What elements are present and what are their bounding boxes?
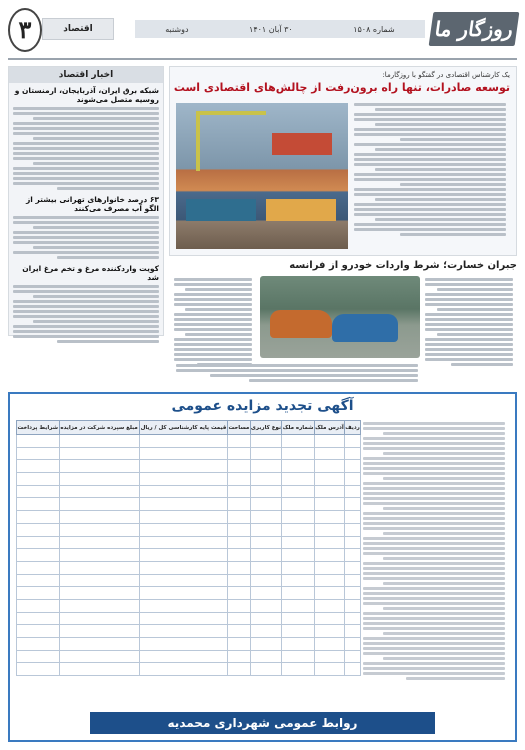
table-cell bbox=[282, 561, 314, 574]
table-cell bbox=[59, 536, 139, 549]
table-cell bbox=[250, 650, 282, 663]
table-cell bbox=[314, 587, 344, 600]
table-cell bbox=[250, 435, 282, 448]
table-cell bbox=[17, 549, 60, 562]
table-cell bbox=[282, 498, 314, 511]
table-cell bbox=[282, 460, 314, 473]
news-item-body bbox=[9, 285, 163, 343]
table-cell bbox=[250, 599, 282, 612]
column-header: مساحت bbox=[228, 421, 250, 435]
news-item-body bbox=[9, 107, 163, 190]
table-cell bbox=[282, 574, 314, 587]
auction-table-body bbox=[17, 435, 361, 676]
table-row bbox=[17, 460, 361, 473]
table-cell bbox=[139, 599, 228, 612]
table-cell bbox=[139, 574, 228, 587]
news-column-header: اخبار اقتصاد bbox=[9, 67, 163, 83]
table-cell bbox=[139, 435, 228, 448]
table-cell bbox=[250, 485, 282, 498]
table-cell bbox=[250, 447, 282, 460]
table-cell bbox=[59, 612, 139, 625]
table-cell bbox=[59, 561, 139, 574]
port-containers-photo bbox=[176, 103, 348, 249]
table-cell bbox=[59, 447, 139, 460]
column-header: شرایط پرداخت bbox=[17, 421, 60, 435]
table-cell bbox=[314, 511, 344, 524]
table-cell bbox=[228, 549, 250, 562]
table-cell bbox=[282, 435, 314, 448]
table-cell bbox=[314, 536, 344, 549]
table-row bbox=[17, 612, 361, 625]
issue-date: ۳۰ آبان ۱۴۰۱ bbox=[249, 24, 293, 34]
table-cell bbox=[228, 498, 250, 511]
table-cell bbox=[17, 650, 60, 663]
table-cell bbox=[250, 587, 282, 600]
table-cell bbox=[228, 485, 250, 498]
table-cell bbox=[228, 599, 250, 612]
table-cell bbox=[282, 485, 314, 498]
table-cell bbox=[282, 638, 314, 651]
table-cell bbox=[282, 663, 314, 676]
table-cell bbox=[17, 473, 60, 486]
table-cell bbox=[282, 473, 314, 486]
news-item-title: ۶۳ درصد خانوارهای تهرانی بیشتر از الگو آب مصرف می‌کنند bbox=[25, 195, 159, 213]
table-cell bbox=[282, 549, 314, 562]
table-cell bbox=[314, 561, 344, 574]
table-cell bbox=[139, 498, 228, 511]
table-cell bbox=[282, 612, 314, 625]
table-cell bbox=[228, 511, 250, 524]
table-cell bbox=[59, 485, 139, 498]
table-cell bbox=[59, 435, 139, 448]
table-row bbox=[17, 511, 361, 524]
table-row bbox=[17, 625, 361, 638]
column-header: مبلغ سپرده شرکت در مزایده bbox=[59, 421, 139, 435]
issue-number: شماره ۱۵۰۸ bbox=[353, 24, 395, 34]
table-cell bbox=[17, 498, 60, 511]
table-cell bbox=[139, 549, 228, 562]
table-cell bbox=[59, 599, 139, 612]
table-row bbox=[17, 536, 361, 549]
table-cell bbox=[345, 625, 361, 638]
table-cell bbox=[314, 447, 344, 460]
table-cell bbox=[314, 498, 344, 511]
table-row bbox=[17, 435, 361, 448]
table-cell bbox=[314, 612, 344, 625]
ad-footer-signature: روابط عمومی شهرداری محمدیه bbox=[90, 712, 435, 734]
table-cell bbox=[314, 638, 344, 651]
table-cell bbox=[345, 485, 361, 498]
table-row bbox=[17, 638, 361, 651]
car-article-text bbox=[172, 362, 422, 388]
issue-day: دوشنبه bbox=[165, 24, 189, 34]
table-cell bbox=[59, 587, 139, 600]
masthead-rule bbox=[8, 58, 517, 60]
economy-news-column bbox=[8, 66, 164, 336]
table-cell bbox=[228, 523, 250, 536]
table-cell bbox=[250, 498, 282, 511]
column-header: آدرس ملک bbox=[314, 421, 344, 435]
table-cell bbox=[139, 561, 228, 574]
table-cell bbox=[17, 574, 60, 587]
table-cell bbox=[345, 587, 361, 600]
table-cell bbox=[17, 638, 60, 651]
table-header-row bbox=[17, 421, 361, 435]
table-cell bbox=[314, 435, 344, 448]
table-cell bbox=[139, 447, 228, 460]
table-cell bbox=[282, 523, 314, 536]
table-cell bbox=[345, 473, 361, 486]
table-row bbox=[17, 663, 361, 676]
table-cell bbox=[17, 587, 60, 600]
table-cell bbox=[17, 536, 60, 549]
ad-title: آگهی تجدید مزایده عمومی bbox=[171, 398, 354, 414]
table-cell bbox=[228, 650, 250, 663]
table-cell bbox=[345, 561, 361, 574]
table-cell bbox=[139, 460, 228, 473]
table-cell bbox=[59, 511, 139, 524]
column-header: قیمت پایه کارشناسی کل / ریال bbox=[139, 421, 228, 435]
table-cell bbox=[17, 663, 60, 676]
table-cell bbox=[282, 625, 314, 638]
table-cell bbox=[139, 523, 228, 536]
table-cell bbox=[228, 587, 250, 600]
table-cell bbox=[314, 549, 344, 562]
table-cell bbox=[228, 638, 250, 651]
table-row bbox=[17, 473, 361, 486]
table-cell bbox=[139, 625, 228, 638]
table-cell bbox=[17, 485, 60, 498]
feature-article bbox=[169, 66, 517, 256]
table-cell bbox=[17, 523, 60, 536]
table-cell bbox=[228, 536, 250, 549]
page-number: ۳ bbox=[8, 8, 42, 52]
newspaper-logo: روزگار ما bbox=[429, 12, 520, 46]
table-cell bbox=[17, 511, 60, 524]
table-cell bbox=[139, 587, 228, 600]
table-cell bbox=[17, 625, 60, 638]
table-cell bbox=[345, 650, 361, 663]
table-cell bbox=[345, 612, 361, 625]
table-cell bbox=[345, 663, 361, 676]
table-cell bbox=[17, 561, 60, 574]
table-cell bbox=[345, 435, 361, 448]
table-cell bbox=[17, 612, 60, 625]
table-cell bbox=[345, 447, 361, 460]
table-cell bbox=[314, 523, 344, 536]
news-item-title: کویت واردکننده مرغ و تخم مرغ ایران شد bbox=[22, 264, 159, 282]
feature-kicker: یک کارشناس اقتصادی در گفتگو با روزگارما: bbox=[382, 71, 510, 79]
table-cell bbox=[345, 638, 361, 651]
table-cell bbox=[228, 612, 250, 625]
table-cell bbox=[282, 511, 314, 524]
table-cell bbox=[345, 498, 361, 511]
table-cell bbox=[59, 460, 139, 473]
table-cell bbox=[228, 447, 250, 460]
table-cell bbox=[59, 574, 139, 587]
table-cell bbox=[59, 625, 139, 638]
cars-photo bbox=[260, 276, 420, 358]
table-row bbox=[17, 549, 361, 562]
table-cell bbox=[139, 663, 228, 676]
table-cell bbox=[282, 447, 314, 460]
table-row bbox=[17, 650, 361, 663]
table-cell bbox=[314, 460, 344, 473]
table-cell bbox=[314, 485, 344, 498]
table-cell bbox=[314, 663, 344, 676]
column-header: شماره ملک bbox=[282, 421, 314, 435]
table-cell bbox=[345, 523, 361, 536]
table-cell bbox=[314, 599, 344, 612]
table-row bbox=[17, 587, 361, 600]
table-row bbox=[17, 599, 361, 612]
ad-conditions-text bbox=[359, 420, 509, 704]
table-cell bbox=[17, 447, 60, 460]
feature-body-text bbox=[350, 101, 510, 251]
table-row bbox=[17, 498, 361, 511]
table-cell bbox=[345, 511, 361, 524]
masthead bbox=[8, 8, 517, 68]
table-cell bbox=[314, 473, 344, 486]
table-cell bbox=[228, 561, 250, 574]
car-article-text bbox=[421, 276, 517, 386]
table-cell bbox=[250, 549, 282, 562]
table-cell bbox=[17, 460, 60, 473]
table-cell bbox=[139, 650, 228, 663]
table-cell bbox=[250, 612, 282, 625]
table-cell bbox=[250, 473, 282, 486]
table-cell bbox=[314, 650, 344, 663]
table-cell bbox=[228, 435, 250, 448]
table-cell bbox=[314, 574, 344, 587]
table-cell bbox=[250, 536, 282, 549]
table-cell bbox=[282, 650, 314, 663]
table-cell bbox=[228, 663, 250, 676]
table-row bbox=[17, 574, 361, 587]
table-cell bbox=[139, 612, 228, 625]
car-article-title: جبران خسارت؛ شرط واردات خودرو از فرانسه bbox=[289, 260, 517, 271]
table-row bbox=[17, 485, 361, 498]
table-cell bbox=[282, 587, 314, 600]
news-item-title: شبکه برق ایران، آذربایجان، ارمنستان و روسیه متصل می‌شوند bbox=[14, 86, 159, 104]
table-cell bbox=[250, 574, 282, 587]
table-cell bbox=[228, 625, 250, 638]
table-cell bbox=[250, 523, 282, 536]
table-cell bbox=[282, 599, 314, 612]
column-header: نوع کاربری bbox=[250, 421, 282, 435]
section-label: اقتصاد bbox=[42, 18, 114, 40]
table-cell bbox=[139, 511, 228, 524]
table-cell bbox=[139, 473, 228, 486]
table-cell bbox=[250, 638, 282, 651]
table-cell bbox=[314, 625, 344, 638]
date-strip bbox=[135, 20, 425, 38]
table-cell bbox=[250, 625, 282, 638]
table-cell bbox=[345, 460, 361, 473]
table-cell bbox=[228, 460, 250, 473]
table-cell bbox=[17, 599, 60, 612]
table-cell bbox=[282, 536, 314, 549]
column-header: ردیف bbox=[345, 421, 361, 435]
table-cell bbox=[345, 599, 361, 612]
auction-table bbox=[16, 420, 361, 676]
table-cell bbox=[345, 536, 361, 549]
table-cell bbox=[59, 549, 139, 562]
news-item-body bbox=[9, 216, 163, 259]
table-row bbox=[17, 523, 361, 536]
table-cell bbox=[139, 536, 228, 549]
table-cell bbox=[139, 485, 228, 498]
table-cell bbox=[250, 561, 282, 574]
table-cell bbox=[59, 523, 139, 536]
table-cell bbox=[59, 498, 139, 511]
auction-advertisement bbox=[8, 392, 517, 742]
table-cell bbox=[250, 460, 282, 473]
feature-title: توسعه صادرات، تنها راه برون‌رفت از چالش‌های اقتصادی است bbox=[173, 81, 510, 94]
table-cell bbox=[59, 663, 139, 676]
table-cell bbox=[228, 473, 250, 486]
table-cell bbox=[139, 638, 228, 651]
table-cell bbox=[250, 511, 282, 524]
table-cell bbox=[59, 638, 139, 651]
table-row bbox=[17, 447, 361, 460]
table-cell bbox=[228, 574, 250, 587]
table-cell bbox=[345, 574, 361, 587]
table-cell bbox=[59, 650, 139, 663]
table-row bbox=[17, 561, 361, 574]
table-cell bbox=[345, 549, 361, 562]
table-cell bbox=[59, 473, 139, 486]
table-cell bbox=[17, 435, 60, 448]
table-cell bbox=[250, 663, 282, 676]
